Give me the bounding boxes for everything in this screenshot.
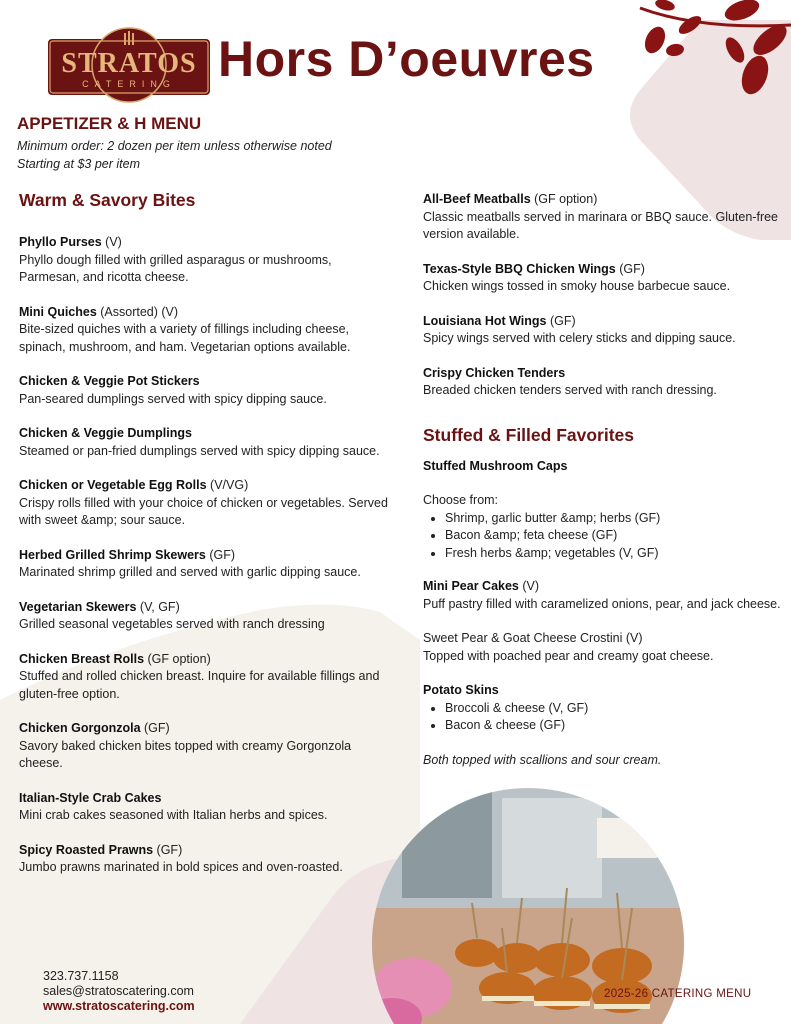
item-description: Savory baked chicken bites topped with creamy Gorgonzola cheese. xyxy=(19,738,352,770)
item-name: Chicken Gorgonzola xyxy=(19,721,141,735)
item-tag: (Assorted) (V) xyxy=(96,304,179,319)
item-name: Mini Quiches xyxy=(19,304,97,319)
item-description: Marinated shrimp grilled and served with garlic dipping sauce. xyxy=(19,565,361,579)
item-name: Chicken or Vegetable Egg Rolls xyxy=(19,478,207,492)
skins-note: Both topped with scallions and sour cream. xyxy=(423,752,662,767)
item-tag: (V, GF) xyxy=(136,599,180,614)
menu-item xyxy=(19,477,389,530)
menu-item xyxy=(19,842,389,877)
choose-label: Choose from: xyxy=(423,493,499,507)
menu-subheading: APPETIZER & H MENU xyxy=(17,114,202,133)
logo-text: STRATOS xyxy=(61,48,197,79)
item-name: Vegetarian Skewers xyxy=(19,599,137,614)
menu-item xyxy=(19,720,389,773)
item-tag: (GF) xyxy=(140,721,170,735)
menu-item xyxy=(423,261,788,296)
email-address: sales@stratoscatering.com xyxy=(43,984,194,998)
menu-item xyxy=(19,790,389,825)
warm-items-right-list xyxy=(423,191,788,417)
item-tag: (GF) xyxy=(615,261,645,276)
item-tag: (GF) xyxy=(546,313,576,328)
potato-skins-options-list xyxy=(423,700,788,735)
item-name: All-Beef Meatballs xyxy=(423,192,531,206)
item-tag: (GF) xyxy=(205,547,236,562)
menu-item xyxy=(19,304,389,357)
item-name: Crispy Chicken Tenders xyxy=(423,365,566,380)
item-name: Mini Pear Cakes xyxy=(423,579,519,593)
mushroom-options-list xyxy=(423,510,788,563)
list-item: • Bacon &amp; feta cheese (GF) xyxy=(445,527,788,545)
menu-item xyxy=(423,365,788,400)
item-tag: (GF option) xyxy=(144,651,211,666)
item-description: Breaded chicken tenders served with ranch dressing. xyxy=(423,383,717,397)
list-item: • Fresh herbs &amp; vegetables (V, GF) xyxy=(445,545,788,563)
menu-item xyxy=(19,599,389,634)
menu-item xyxy=(19,425,389,460)
item-name: Stuffed Mushroom Caps xyxy=(423,458,568,473)
item-name: Potato Skins xyxy=(423,683,499,697)
stuffed-section xyxy=(423,427,788,769)
starting-price-note: Starting at $3 per item xyxy=(17,157,140,171)
item-tag: (GF) xyxy=(153,842,183,857)
item-description: Classic meatballs served in marinara or BBQ sauce. Gluten-free version available. xyxy=(423,209,779,241)
item-description: Grilled seasonal vegetables served with ranch dressing xyxy=(19,617,325,631)
warm-items-list xyxy=(19,234,389,894)
item-description: Spicy wings served with celery sticks and dipping sauce. xyxy=(423,331,736,345)
stratos-logo xyxy=(47,25,211,103)
list-item: • Shrimp, garlic butter &amp; herbs (GF) xyxy=(445,510,788,528)
item-name: Phyllo Purses xyxy=(19,235,102,249)
phone-number: 323.737.1158 xyxy=(43,969,119,983)
menu-item xyxy=(423,191,788,244)
page-title: Hors D’oeuvres xyxy=(218,31,595,87)
item-name: Italian-Style Crab Cakes xyxy=(19,790,162,805)
item-description: Crispy rolls filled with your choice of chicken or vegetables. Served with sweet &amp; sour sauce. xyxy=(19,495,388,527)
menu-item xyxy=(19,373,389,408)
item-description: Puff pastry filled with caramelized onions, pear, and jack cheese. xyxy=(423,596,781,611)
section-title-stuffed: Stuffed & Filled Favorites xyxy=(423,425,634,445)
item-name: Herbed Grilled Shrimp Skewers xyxy=(19,547,206,562)
item-description: Bite-sized quiches with a variety of fillings including cheese, spinach, mushroom, and ham. Vegetarian options available. xyxy=(19,322,351,354)
logo-subtext: CATERING xyxy=(82,79,176,89)
list-item: • Broccoli & cheese (V, GF) xyxy=(445,700,788,718)
left-column xyxy=(19,192,389,210)
item-name: Spicy Roasted Prawns xyxy=(19,842,154,857)
item-description: Phyllo dough filled with grilled asparagus or mushrooms, Parmesan, and ricotta cheese. xyxy=(19,252,332,284)
contact-block xyxy=(43,969,195,1014)
item-tag: (V) xyxy=(101,235,122,249)
minimum-order-note: Minimum order: 2 dozen per item unless otherwise noted xyxy=(17,139,332,153)
item-description: Mini crab cakes seasoned with Italian herbs and spices. xyxy=(19,808,328,822)
section-title-warm: Warm & Savory Bites xyxy=(19,190,196,210)
item-description: Jumbo prawns marinated in bold spices and oven-roasted. xyxy=(19,860,343,874)
menu-item xyxy=(423,313,788,348)
item-name: Louisiana Hot Wings xyxy=(423,313,547,328)
website-link[interactable]: www.stratoscatering.com xyxy=(43,999,195,1013)
menu-item xyxy=(19,547,389,582)
list-item: • Bacon & cheese (GF) xyxy=(445,717,788,735)
item-description: Pan-seared dumplings served with spicy dipping sauce. xyxy=(19,391,327,406)
item-name: Chicken & Veggie Dumplings xyxy=(19,426,192,440)
item-tag: (V/VG) xyxy=(206,478,249,492)
item-tag: (V) xyxy=(518,579,540,593)
item-description: Stuffed and rolled chicken breast. Inquire for available fillings and gluten-free option. xyxy=(19,669,380,701)
item-name: Sweet Pear & Goat Cheese Crostini (V) xyxy=(423,631,643,645)
menu-item xyxy=(19,651,389,704)
item-name: Texas-Style BBQ Chicken Wings xyxy=(423,261,616,276)
menu-item xyxy=(19,234,389,287)
item-description: Topped with poached pear and creamy goat cheese. xyxy=(423,648,714,663)
item-name: Chicken Breast Rolls xyxy=(19,651,145,666)
item-description: Chicken wings tossed in smoky house barbecue sauce. xyxy=(423,279,731,293)
item-description: Steamed or pan-fried dumplings served with spicy dipping sauce. xyxy=(19,443,380,458)
item-name: Chicken & Veggie Pot Stickers xyxy=(19,374,200,388)
item-tag: (GF option) xyxy=(530,192,598,206)
menu-year-label: 2025-26 CATERING MENU xyxy=(604,988,752,1000)
